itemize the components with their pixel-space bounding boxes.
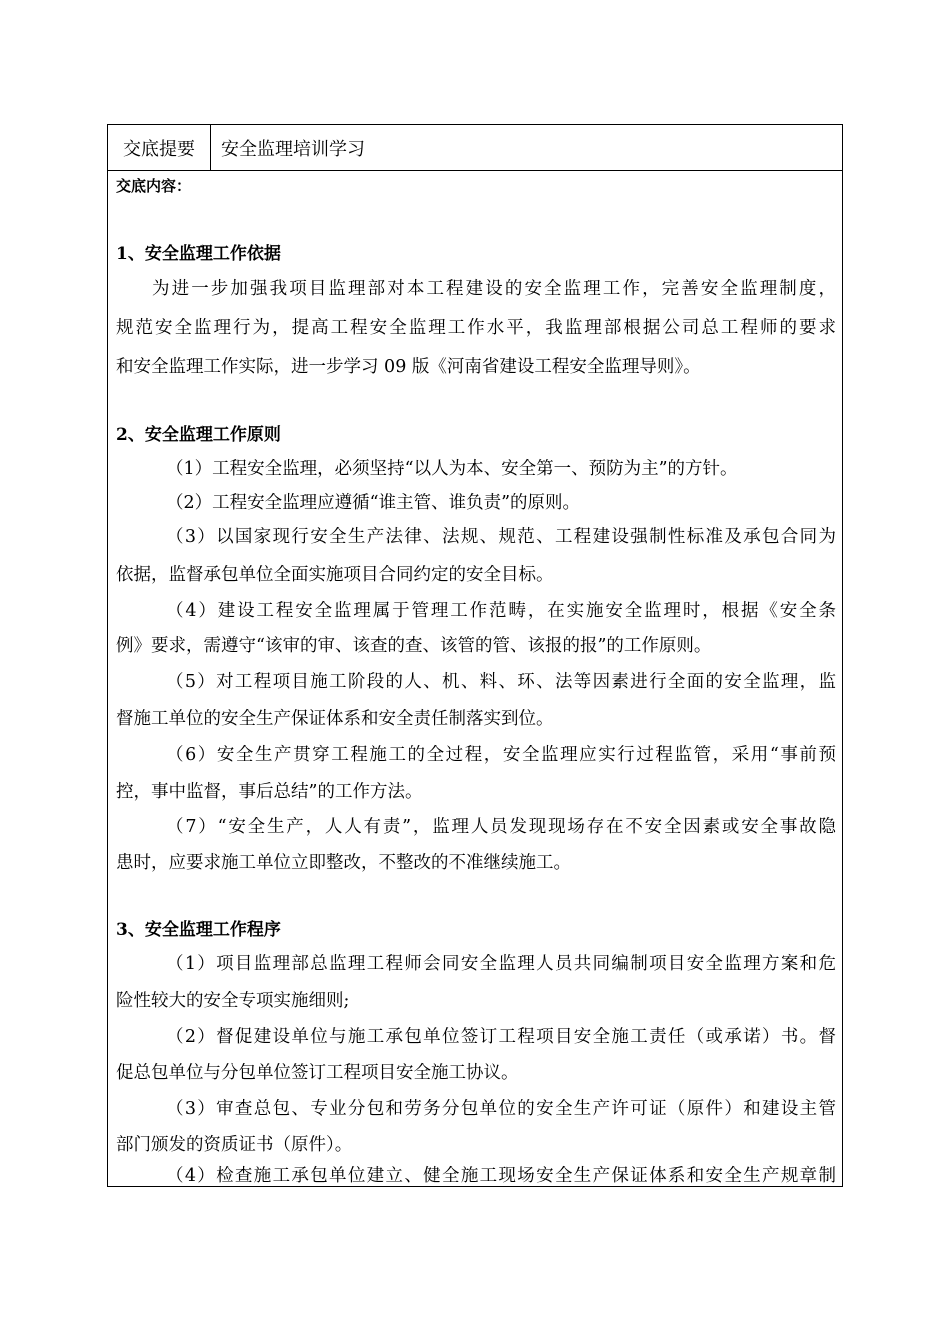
content-label: 交底内容：	[116, 177, 192, 195]
section-2-line: 控，事中监督，事后总结”的工作方法。	[116, 782, 423, 802]
section-2-line: 例》要求，需遵守“该审的审、该查的查、该管的管、该报的报”的工作原则。	[116, 636, 712, 656]
section-2-line: 督施工单位的安全生产保证体系和安全责任制落实到位。	[116, 709, 554, 729]
section-3-line: 促总包单位与分包单位签订工程项目安全施工协议。	[116, 1063, 519, 1083]
section-3-line: （3）审查总包、专业分包和劳务分包单位的安全生产许可证（原件）和建设主管	[166, 1099, 836, 1119]
section-heading-2: 2、安全监理工作原则	[116, 425, 281, 445]
section-1-line: 规范安全监理行为，提高工程安全监理工作水平，我监理部根据公司总工程师的要求	[116, 318, 836, 338]
section-2-line: （5）对工程项目施工阶段的人、机、料、环、法等因素进行全面的安全监理，监	[166, 672, 836, 692]
section-3-line: （2）督促建设单位与施工承包单位签订工程项目安全施工责任（或承诺）书。督	[166, 1027, 836, 1047]
section-2-line: （1）工程安全监理，必须坚持“以人为本、安全第一、预防为主”的方针。	[166, 459, 738, 479]
section-heading-3: 3、安全监理工作程序	[116, 920, 281, 940]
section-2-line: （7）“安全生产，人人有责”，监理人员发现现场存在不安全因素或安全事故隐	[166, 817, 836, 837]
section-3-line: 险性较大的安全专项实施细则;	[116, 991, 350, 1011]
section-3-line: 部门颁发的资质证书（原件）。	[116, 1135, 353, 1155]
section-2-line: （3）以国家现行安全生产法律、法规、规范、工程建设强制性标准及承包合同为	[166, 527, 836, 547]
section-2-line: （6）安全生产贯穿工程施工的全过程，安全监理应实行过程监管，采用“事前预	[166, 745, 836, 765]
briefing-form	[107, 124, 843, 1187]
section-2-line: （2）工程安全监理应遵循“谁主管、谁负责”的原则。	[166, 493, 581, 513]
section-3-line: （4）检查施工承包单位建立、健全施工现场安全生产保证体系和安全生产规章制	[166, 1166, 836, 1186]
header-label: 交底提要	[108, 125, 211, 170]
section-heading-1: 1、安全监理工作依据	[116, 244, 281, 264]
section-2-line: 患时，应要求施工单位立即整改，不整改的不准继续施工。	[116, 853, 571, 873]
section-2-line: （4）建设工程安全监理属于管理工作范畴，在实施安全监理时，根据《安全条	[166, 601, 836, 621]
section-1-line: 和安全监理工作实际，进一步学习 09 版《河南省建设工程安全监理导则》。	[116, 357, 701, 377]
section-3-line: （1）项目监理部总监理工程师会同安全监理人员共同编制项目安全监理方案和危	[166, 954, 836, 974]
header-row	[108, 125, 842, 171]
header-value: 安全监理培训学习	[221, 138, 365, 160]
section-2-line: 依据，监督承包单位全面实施项目合同约定的安全目标。	[116, 565, 554, 585]
section-1-line: 为进一步加强我项目监理部对本工程建设的安全监理工作，完善安全监理制度，	[152, 279, 836, 299]
